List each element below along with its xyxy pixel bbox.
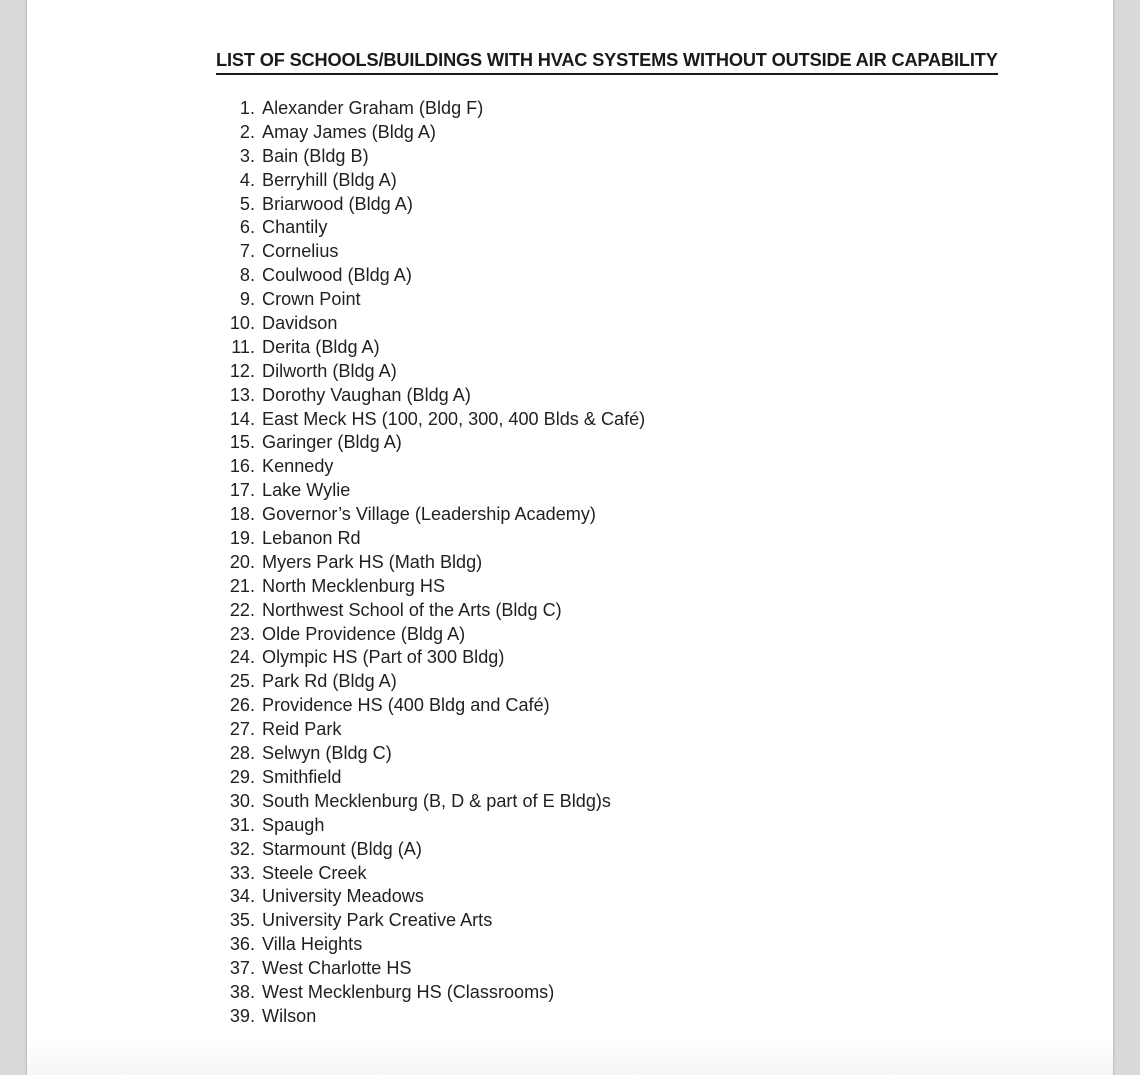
list-item-number: 17. [229,480,255,501]
page-bottom-shadow [27,1039,1113,1075]
list-item-number: 33. [229,862,255,883]
list-item [223,885,645,909]
list-item [223,694,645,718]
list-item-label: Starmount (Bldg (A) [262,838,422,859]
list-item-number: 34. [229,886,255,907]
list-item-number: 37. [229,958,255,979]
list-item-label: Smithfield [262,766,342,787]
list-item-label: Selwyn (Bldg C) [262,743,392,764]
list-item [223,766,645,790]
list-item [223,1005,645,1029]
list-item-label: University Meadows [262,886,424,907]
list-item-number: 6. [239,217,255,238]
list-item [223,503,645,527]
list-item-number: 10. [229,313,255,334]
list-item-label: Kennedy [262,456,334,477]
list-item-label: North Mecklenburg HS [262,575,446,596]
list-item-label: Cornelius [262,241,339,262]
list-item-label: Providence HS (400 Bldg and Café) [262,695,550,716]
list-item-number: 27. [229,719,255,740]
list-item-label: East Meck HS (100, 200, 300, 400 Blds & Café) [262,408,646,429]
list-item-label: Olympic HS (Part of 300 Bldg) [262,647,505,668]
list-item [223,384,645,408]
list-item-label: Villa Heights [262,934,363,955]
list-item-label: West Mecklenburg HS (Classrooms) [262,981,555,1002]
list-item-label: Olde Providence (Bldg A) [262,623,466,644]
list-item [223,408,645,432]
page-title [216,50,998,75]
list-item [223,312,645,336]
list-item-label: Amay James (Bldg A) [262,121,436,142]
list-item-label: Reid Park [262,719,342,740]
list-item [223,838,645,862]
list-item [223,455,645,479]
list-item-number: 9. [239,289,255,310]
list-item [223,599,645,623]
list-item-number: 30. [229,790,255,811]
list-item-number: 13. [229,384,255,405]
list-item [223,479,645,503]
list-item-label: South Mecklenburg (B, D & part of E Bldg)s [262,790,611,811]
list-item [223,121,645,145]
list-item-number: 8. [239,265,255,286]
list-item-number: 20. [229,551,255,572]
list-item-label: Park Rd (Bldg A) [262,671,397,692]
list-item [223,97,645,121]
list-item [223,814,645,838]
school-list [223,97,645,1029]
list-item-label: Derita (Bldg A) [262,336,380,357]
list-item [223,288,645,312]
list-item [223,646,645,670]
list-item [223,933,645,957]
list-item [223,240,645,264]
list-item-number: 16. [229,456,255,477]
list-item-label: Garinger (Bldg A) [262,432,402,453]
list-item-label: Crown Point [262,289,361,310]
document-page [27,0,1113,1075]
list-item-number: 5. [239,193,255,214]
list-item-number: 15. [229,432,255,453]
list-item-number: 21. [229,575,255,596]
list-item [223,670,645,694]
list-item-number: 28. [229,743,255,764]
list-item [223,216,645,240]
page-title-text: LIST OF SCHOOLS/BUILDINGS WITH HVAC SYSTEMS WITHOUT OUTSIDE AIR CAPABILITY [216,50,998,75]
list-item-number: 26. [229,695,255,716]
list-item-label: Lake Wylie [262,480,351,501]
list-item-number: 2. [239,121,255,142]
list-item [223,909,645,933]
list-item-number: 19. [229,528,255,549]
list-item-number: 24. [229,647,255,668]
list-item-label: Davidson [262,313,338,334]
list-item-number: 32. [229,838,255,859]
list-item-number: 23. [229,623,255,644]
list-item-label: Myers Park HS (Math Bldg) [262,551,483,572]
list-item-number: 25. [229,671,255,692]
list-item [223,193,645,217]
list-item-number: 18. [229,504,255,525]
list-item-number: 14. [229,408,255,429]
list-item [223,145,645,169]
list-item-number: 4. [239,169,255,190]
list-item-label: Dorothy Vaughan (Bldg A) [262,384,471,405]
list-item-label: Lebanon Rd [262,528,361,549]
list-item-label: Spaugh [262,814,325,835]
list-item [223,623,645,647]
list-item [223,527,645,551]
list-item [223,575,645,599]
list-item-number: 7. [239,241,255,262]
list-item-label: Berryhill (Bldg A) [262,169,397,190]
list-item-label: Steele Creek [262,862,367,883]
list-item [223,790,645,814]
list-item-number: 3. [239,145,255,166]
list-item [223,169,645,193]
list-item [223,264,645,288]
list-item-number: 35. [229,910,255,931]
list-item-number: 12. [229,360,255,381]
list-item [223,981,645,1005]
list-item-number: 1. [239,98,255,118]
list-item-label: Governor’s Village (Leadership Academy) [262,504,596,525]
list-item-number: 38. [229,981,255,1002]
list-item-number: 36. [229,934,255,955]
list-item [223,431,645,455]
list-item-number: 22. [229,599,255,620]
list-item-label: Briarwood (Bldg A) [262,193,413,214]
list-item [223,551,645,575]
list-item-number: 39. [229,1005,255,1026]
list-item-label: Chantily [262,217,328,238]
list-item-label: West Charlotte HS [262,958,412,979]
list-item-label: Coulwood (Bldg A) [262,265,412,286]
list-item-number: 11. [231,336,255,357]
list-item-label: Wilson [262,1005,317,1026]
list-item-label: Alexander Graham (Bldg F) [262,98,484,118]
list-item-label: University Park Creative Arts [262,910,493,931]
list-item [223,336,645,360]
list-item [223,718,645,742]
list-item [223,862,645,886]
list-item [223,957,645,981]
list-item [223,360,645,384]
list-item [223,742,645,766]
list-item-label: Northwest School of the Arts (Bldg C) [262,599,562,620]
list-item-label: Bain (Bldg B) [262,145,369,166]
list-item-number: 31. [229,814,255,835]
list-item-label: Dilworth (Bldg A) [262,360,397,381]
list-item-number: 29. [229,766,255,787]
